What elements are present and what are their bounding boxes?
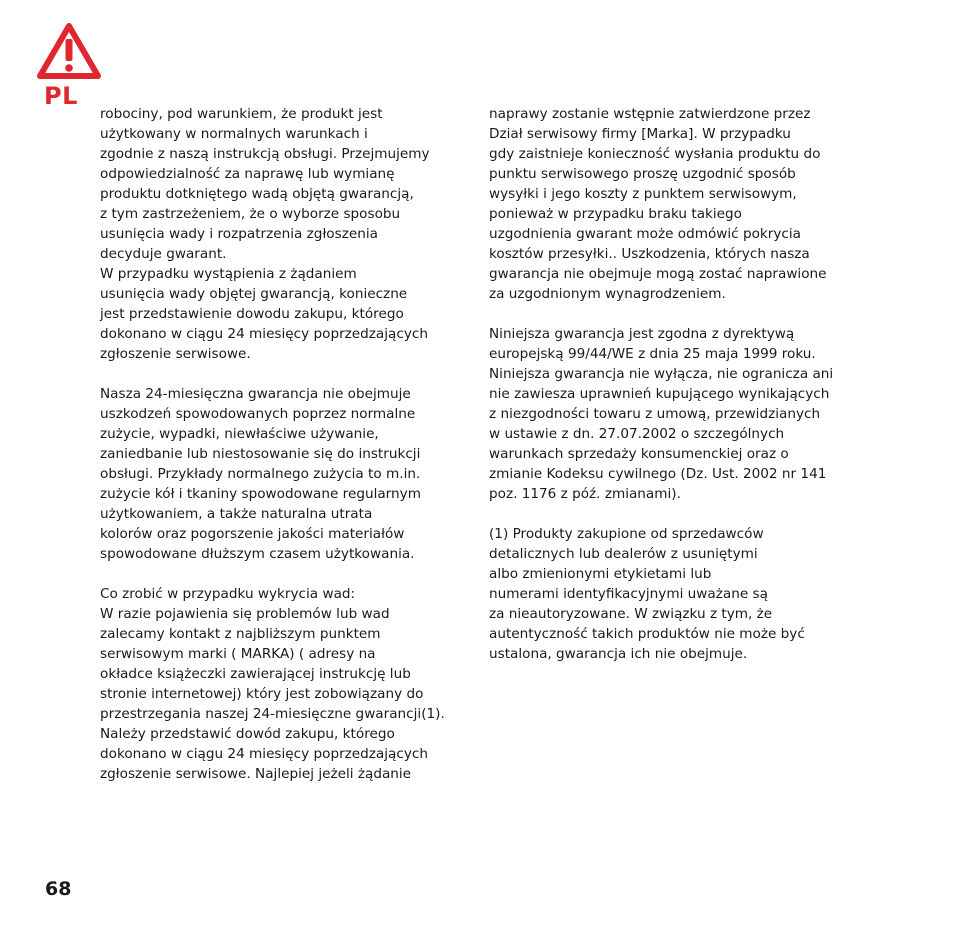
text-line: Nasza 24-miesięczna gwarancja nie obejmuje	[100, 386, 411, 402]
text-line: stronie internetowej) który jest zobowiązany do	[100, 686, 424, 702]
right-text-column	[489, 104, 849, 664]
text-line: z tym zastrzeżeniem, że o wyborze sposobu	[100, 206, 401, 222]
text-line: albo zmienionymi etykietami lub	[489, 566, 712, 582]
text-line: zalecamy kontakt z najbliższym punktem	[100, 626, 381, 642]
language-label: PL	[44, 82, 78, 110]
text-line: zgłoszenie serwisowe.	[100, 346, 251, 362]
paragraph-gap	[489, 304, 849, 324]
paragraph-gap	[100, 564, 460, 584]
text-line: Należy przedstawić dowód zakupu, którego	[100, 726, 395, 742]
text-line: odpowiedzialność za naprawę lub wymianę	[100, 166, 395, 182]
text-line: ponieważ w przypadku braku takiego	[489, 206, 742, 222]
paragraph	[489, 324, 849, 504]
text-line: jest przedstawienie dowodu zakupu, którego	[100, 306, 404, 322]
paragraph	[100, 584, 460, 784]
text-line: użytkowaniem, a także naturalna utrata	[100, 506, 373, 522]
text-line: zużycie kół i tkaniny spowodowane regularnym	[100, 486, 421, 502]
text-line: naprawy zostanie wstępnie zatwierdzone przez	[489, 106, 811, 122]
text-line: zmianie Kodeksu cywilnego (Dz. Ust. 2002 nr 141	[489, 466, 827, 482]
text-line: numerami identyfikacyjnymi uważane są	[489, 586, 768, 602]
text-line: uszkodzeń spowodowanych poprzez normalne	[100, 406, 416, 422]
text-line: warunkach sprzedaży konsumenckiej oraz o	[489, 446, 789, 462]
text-line: Dział serwisowy firmy [Marka]. W przypadku	[489, 126, 791, 142]
text-line: dokonano w ciągu 24 miesięcy poprzedzających	[100, 746, 428, 762]
text-line: dokonano w ciągu 24 miesięcy poprzedzających	[100, 326, 428, 342]
text-line: Co zrobić w przypadku wykrycia wad:	[100, 586, 356, 602]
text-line: zgłoszenie serwisowe. Najlepiej jeżeli żądanie	[100, 766, 412, 782]
text-line: robociny, pod warunkiem, że produkt jest	[100, 106, 383, 122]
text-line: poz. 1176 z póź. zmianami).	[489, 486, 681, 502]
text-line: gdy zaistnieje konieczność wysłania produktu do	[489, 146, 821, 162]
text-line: okładce książeczki zawierającej instrukcję lub	[100, 666, 411, 682]
page-number: 68	[45, 878, 72, 900]
text-line: Niniejsza gwarancja jest zgodna z dyrektywą	[489, 326, 795, 342]
text-line: za uzgodnionym wynagrodzeniem.	[489, 286, 726, 302]
text-line: W razie pojawienia się problemów lub wad	[100, 606, 390, 622]
text-line: ustalona, gwarancja ich nie obejmuje.	[489, 646, 748, 662]
text-line: wysyłki i jego koszty z punktem serwisowym,	[489, 186, 797, 202]
paragraph	[489, 524, 849, 664]
text-line: usunięcia wady i rozpatrzenia zgłoszenia	[100, 226, 378, 242]
text-line: gwarancja nie obejmuje mogą zostać naprawione	[489, 266, 827, 282]
text-line: nie zawiesza uprawnień kupującego wynikających	[489, 386, 830, 402]
text-line: serwisowym marki ( MARKA) ( adresy na	[100, 646, 376, 662]
text-line: W przypadku wystąpienia z żądaniem	[100, 266, 357, 282]
text-line: detalicznych lub dealerów z usuniętymi	[489, 546, 758, 562]
text-line: europejską 99/44/WE z dnia 25 maja 1999 roku.	[489, 346, 816, 362]
text-line: produktu dotkniętego wadą objętą gwarancją,	[100, 186, 414, 202]
paragraph	[100, 104, 460, 364]
paragraph	[489, 104, 849, 304]
text-line: kolorów oraz pogorszenie jakości materiałów	[100, 526, 405, 542]
text-line: usunięcia wady objętej gwarancją, konieczne	[100, 286, 408, 302]
text-line: kosztów przesyłki.. Uszkodzenia, których nasza	[489, 246, 810, 262]
text-line: punktu serwisowego proszę uzgodnić sposób	[489, 166, 796, 182]
text-line: uzgodnienia gwarant może odmówić pokrycia	[489, 226, 801, 242]
text-line: użytkowany w normalnych warunkach i	[100, 126, 368, 142]
text-line: autentyczność takich produktów nie może być	[489, 626, 805, 642]
paragraph-gap	[489, 504, 849, 524]
text-line: obsługi. Przykłady normalnego zużycia to m.in.	[100, 466, 421, 482]
text-line: przestrzegania naszej 24-miesięczne gwarancji(1).	[100, 706, 445, 722]
text-line: za nieautoryzowane. W związku z tym, że	[489, 606, 773, 622]
left-text-column	[100, 104, 460, 784]
text-line: spowodowane dłuższym czasem użytkowania.	[100, 546, 415, 562]
paragraph	[100, 384, 460, 564]
paragraph-gap	[100, 364, 460, 384]
text-line: z niezgodności towaru z umową, przewidzianych	[489, 406, 821, 422]
text-line: (1) Produkty zakupione od sprzedawców	[489, 526, 764, 542]
text-line: zgodnie z naszą instrukcją obsługi. Przejmujemy	[100, 146, 430, 162]
warning-triangle-icon	[36, 22, 102, 82]
text-line: Niniejsza gwarancja nie wyłącza, nie ogranicza ani	[489, 366, 834, 382]
text-line: zużycie, wypadki, niewłaściwe używanie,	[100, 426, 379, 442]
text-line: w ustawie z dn. 27.07.2002 o szczególnych	[489, 426, 785, 442]
text-line: decyduje gwarant.	[100, 246, 227, 262]
text-line: zaniedbanie lub niestosowanie się do instrukcji	[100, 446, 421, 462]
